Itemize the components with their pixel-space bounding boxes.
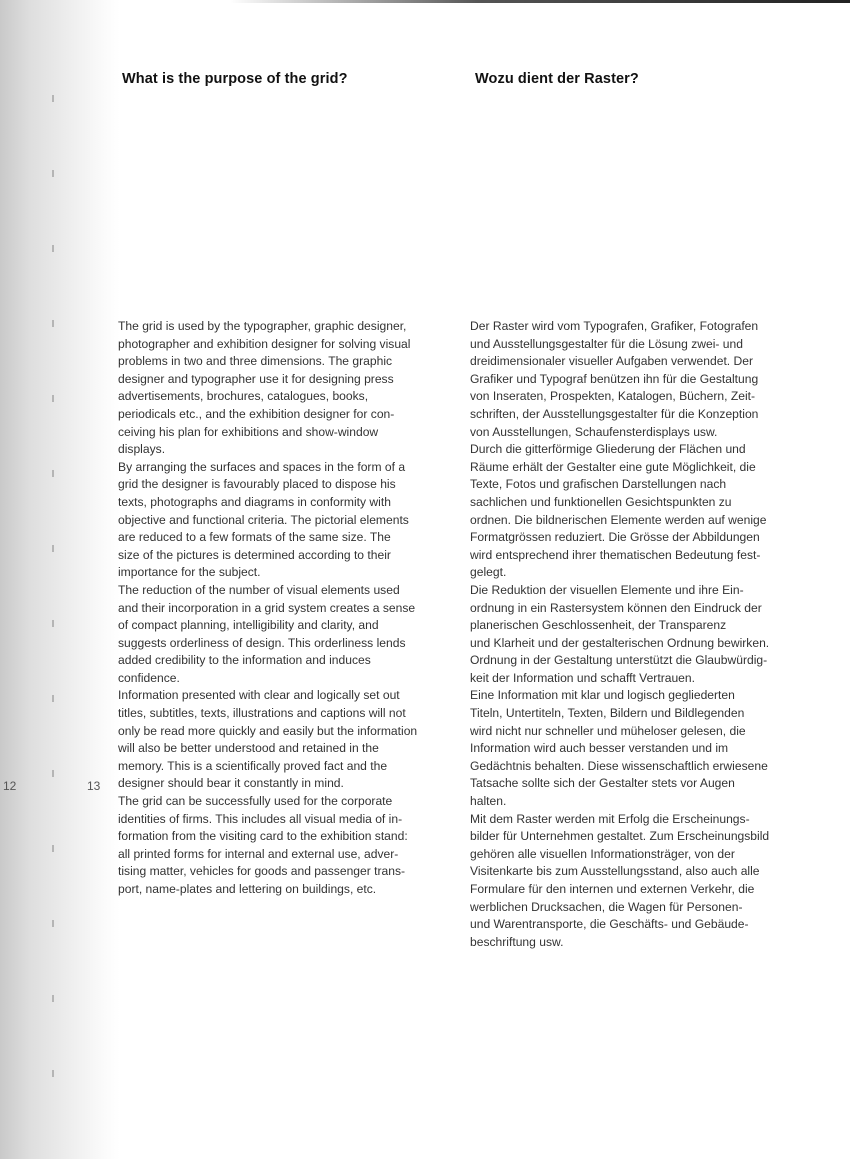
text-line: keit der Information und schafft Vertrauen. <box>470 670 695 685</box>
stitch-mark <box>52 545 54 552</box>
book-gutter-shadow <box>0 0 120 1159</box>
stitch-mark <box>52 95 54 102</box>
text-line: Eine Information mit klar und logisch gegliederten <box>470 688 735 703</box>
body-text-english <box>118 318 458 899</box>
text-line: gehören alle visuellen Informationsträger, von der <box>470 846 735 861</box>
text-line: periodicals etc., and the exhibition designer for con- <box>118 406 395 421</box>
text-line: Durch die gitterförmige Gliederung der Flächen und <box>470 442 746 457</box>
stitch-mark <box>52 920 54 927</box>
text-line: By arranging the surfaces and spaces in the form of a <box>118 459 406 474</box>
text-line: all printed forms for internal and external use, adver- <box>118 846 399 861</box>
text-line: photographer and exhibition designer for solving visual <box>118 336 411 351</box>
text-line: planerischen Geschlossenheit, der Transparenz <box>470 618 727 633</box>
text-line: von Inseraten, Prospekten, Katalogen, Büchern, Zeit- <box>470 389 756 404</box>
stitch-mark <box>52 1070 54 1077</box>
text-line: importance for the subject. <box>118 565 261 580</box>
text-line: formation from the visiting card to the exhibition stand: <box>118 829 408 844</box>
text-line: wird entsprechend ihrer thematischen Bedeutung fest- <box>470 547 761 562</box>
body-text-german <box>470 318 820 951</box>
text-line: Der Raster wird vom Typografen, Grafiker, Fotografen <box>470 319 759 333</box>
stitch-mark <box>52 320 54 327</box>
text-line: Titeln, Untertiteln, Texten, Bildern und Bildlegenden <box>470 706 745 721</box>
text-line: The grid is used by the typographer, graphic designer, <box>118 319 407 333</box>
text-line: problems in two and three dimensions. The graphic <box>118 354 393 369</box>
stitch-mark <box>52 170 54 177</box>
text-line: Visitenkarte bis zum Ausstellungsstand, also auch alle <box>470 864 760 879</box>
text-line: Grafiker und Typograf benützen ihn für die Gestaltung <box>470 371 759 386</box>
stitch-mark <box>52 845 54 852</box>
text-line: memory. This is a scientifically proved fact and the <box>118 758 388 773</box>
text-line: titles, subtitles, texts, illustrations and captions will not <box>118 706 406 721</box>
text-line: halten. <box>470 794 507 809</box>
text-line: schriften, der Ausstellungsgestalter für die Konzeption <box>470 406 759 421</box>
text-line: designer and typographer use it for designing press <box>118 371 394 386</box>
text-line: und Warentransporte, die Geschäfts- und Gebäude- <box>470 917 749 932</box>
text-line: confidence. <box>118 670 180 685</box>
text-line: Räume erhält der Gestalter eine gute Möglichkeit, die <box>470 459 756 474</box>
text-line: are reduced to a few formats of the same size. The <box>118 530 391 545</box>
text-line: The reduction of the number of visual elements used <box>118 582 400 597</box>
text-line: ordnung in ein Rastersystem können den Eindruck der <box>470 600 762 615</box>
text-line: texts, photographs and diagrams in conformity with <box>118 494 391 509</box>
stitch-mark <box>52 995 54 1002</box>
text-line: von Ausstellungen, Schaufensterdisplays usw. <box>470 424 718 439</box>
stitch-mark <box>52 770 54 777</box>
text-line: displays. <box>118 442 166 457</box>
heading-english: What is the purpose of the grid? <box>122 71 348 87</box>
text-line: Ordnung in der Gestaltung unterstützt die Glaubwürdig- <box>470 653 768 668</box>
text-line: Tatsache sollte sich der Gestalter stets vor Augen <box>470 776 735 791</box>
text-line: Texte, Fotos und grafischen Darstellungen nach <box>470 477 727 492</box>
text-line: dreidimensionaler visueller Aufgaben verwendet. Der <box>470 354 754 369</box>
text-line: tising matter, vehicles for goods and passenger trans- <box>118 864 406 879</box>
text-line: und Klarheit und der gestalterischen Ordnung bewirken. <box>470 635 770 650</box>
text-line: of compact planning, intelligibility and clarity, and <box>118 618 379 633</box>
text-line: objective and functional criteria. The pictorial elements <box>118 512 409 527</box>
text-line: and their incorporation in a grid system creates a sense <box>118 600 416 615</box>
text-line: Mit dem Raster werden mit Erfolg die Erscheinungs- <box>470 811 750 826</box>
text-line: added credibility to the information and induces <box>118 653 371 668</box>
text-line: werblichen Drucksachen, die Wagen für Personen- <box>470 899 743 914</box>
text-line: ordnen. Die bildnerischen Elemente werden auf wenige <box>470 512 767 527</box>
page-number-left: 12 <box>3 779 17 793</box>
text-line: only be read more quickly and easily but the information <box>118 723 418 738</box>
stitch-mark <box>52 695 54 702</box>
text-line: bilder für Unternehmen gestaltet. Zum Erscheinungsbild <box>470 829 770 844</box>
text-line: ceiving his plan for exhibitions and show-window <box>118 424 379 439</box>
text-line: The grid can be successfully used for the corporate <box>118 794 393 809</box>
text-line: Formatgrössen reduziert. Die Grösse der Abbildungen <box>470 530 760 545</box>
stitch-mark <box>52 620 54 627</box>
text-line: Information wird auch besser verstanden und im <box>470 741 729 756</box>
stitch-mark <box>52 470 54 477</box>
stitch-mark <box>52 395 54 402</box>
text-line: Information presented with clear and logically set out <box>118 688 400 703</box>
text-line: suggests orderliness of design. This orderliness lends <box>118 635 406 650</box>
text-line: identities of firms. This includes all visual media of in- <box>118 811 403 826</box>
text-line: port, name-plates and lettering on buildings, etc. <box>118 882 377 896</box>
text-line: Gedächtnis behalten. Diese wissenschaftlich erwiesene <box>470 758 768 773</box>
top-edge-rule <box>230 0 850 3</box>
text-line: size of the pictures is determined according to their <box>118 547 391 562</box>
text-line: sachlichen und funktionellen Gesichtspunkten zu <box>470 494 732 509</box>
text-line: advertisements, brochures, catalogues, books, <box>118 389 369 404</box>
text-line: will also be better understood and retained in the <box>118 741 379 756</box>
page-number-right: 13 <box>87 779 101 793</box>
text-line: designer should bear it constantly in mind. <box>118 776 344 791</box>
text-line: wird nicht nur schneller und müheloser gelesen, die <box>470 723 746 738</box>
text-line: Formulare für den internen und externen Verkehr, die <box>470 882 755 896</box>
heading-german: Wozu dient der Raster? <box>475 71 639 87</box>
text-line: grid the designer is favourably placed to dispose his <box>118 477 396 492</box>
stitch-mark <box>52 245 54 252</box>
text-line: beschriftung usw. <box>470 934 564 949</box>
text-line: und Ausstellungsgestalter für die Lösung zwei- und <box>470 336 743 351</box>
text-line: gelegt. <box>470 565 507 580</box>
text-line: Die Reduktion der visuellen Elemente und ihre Ein- <box>470 582 744 597</box>
